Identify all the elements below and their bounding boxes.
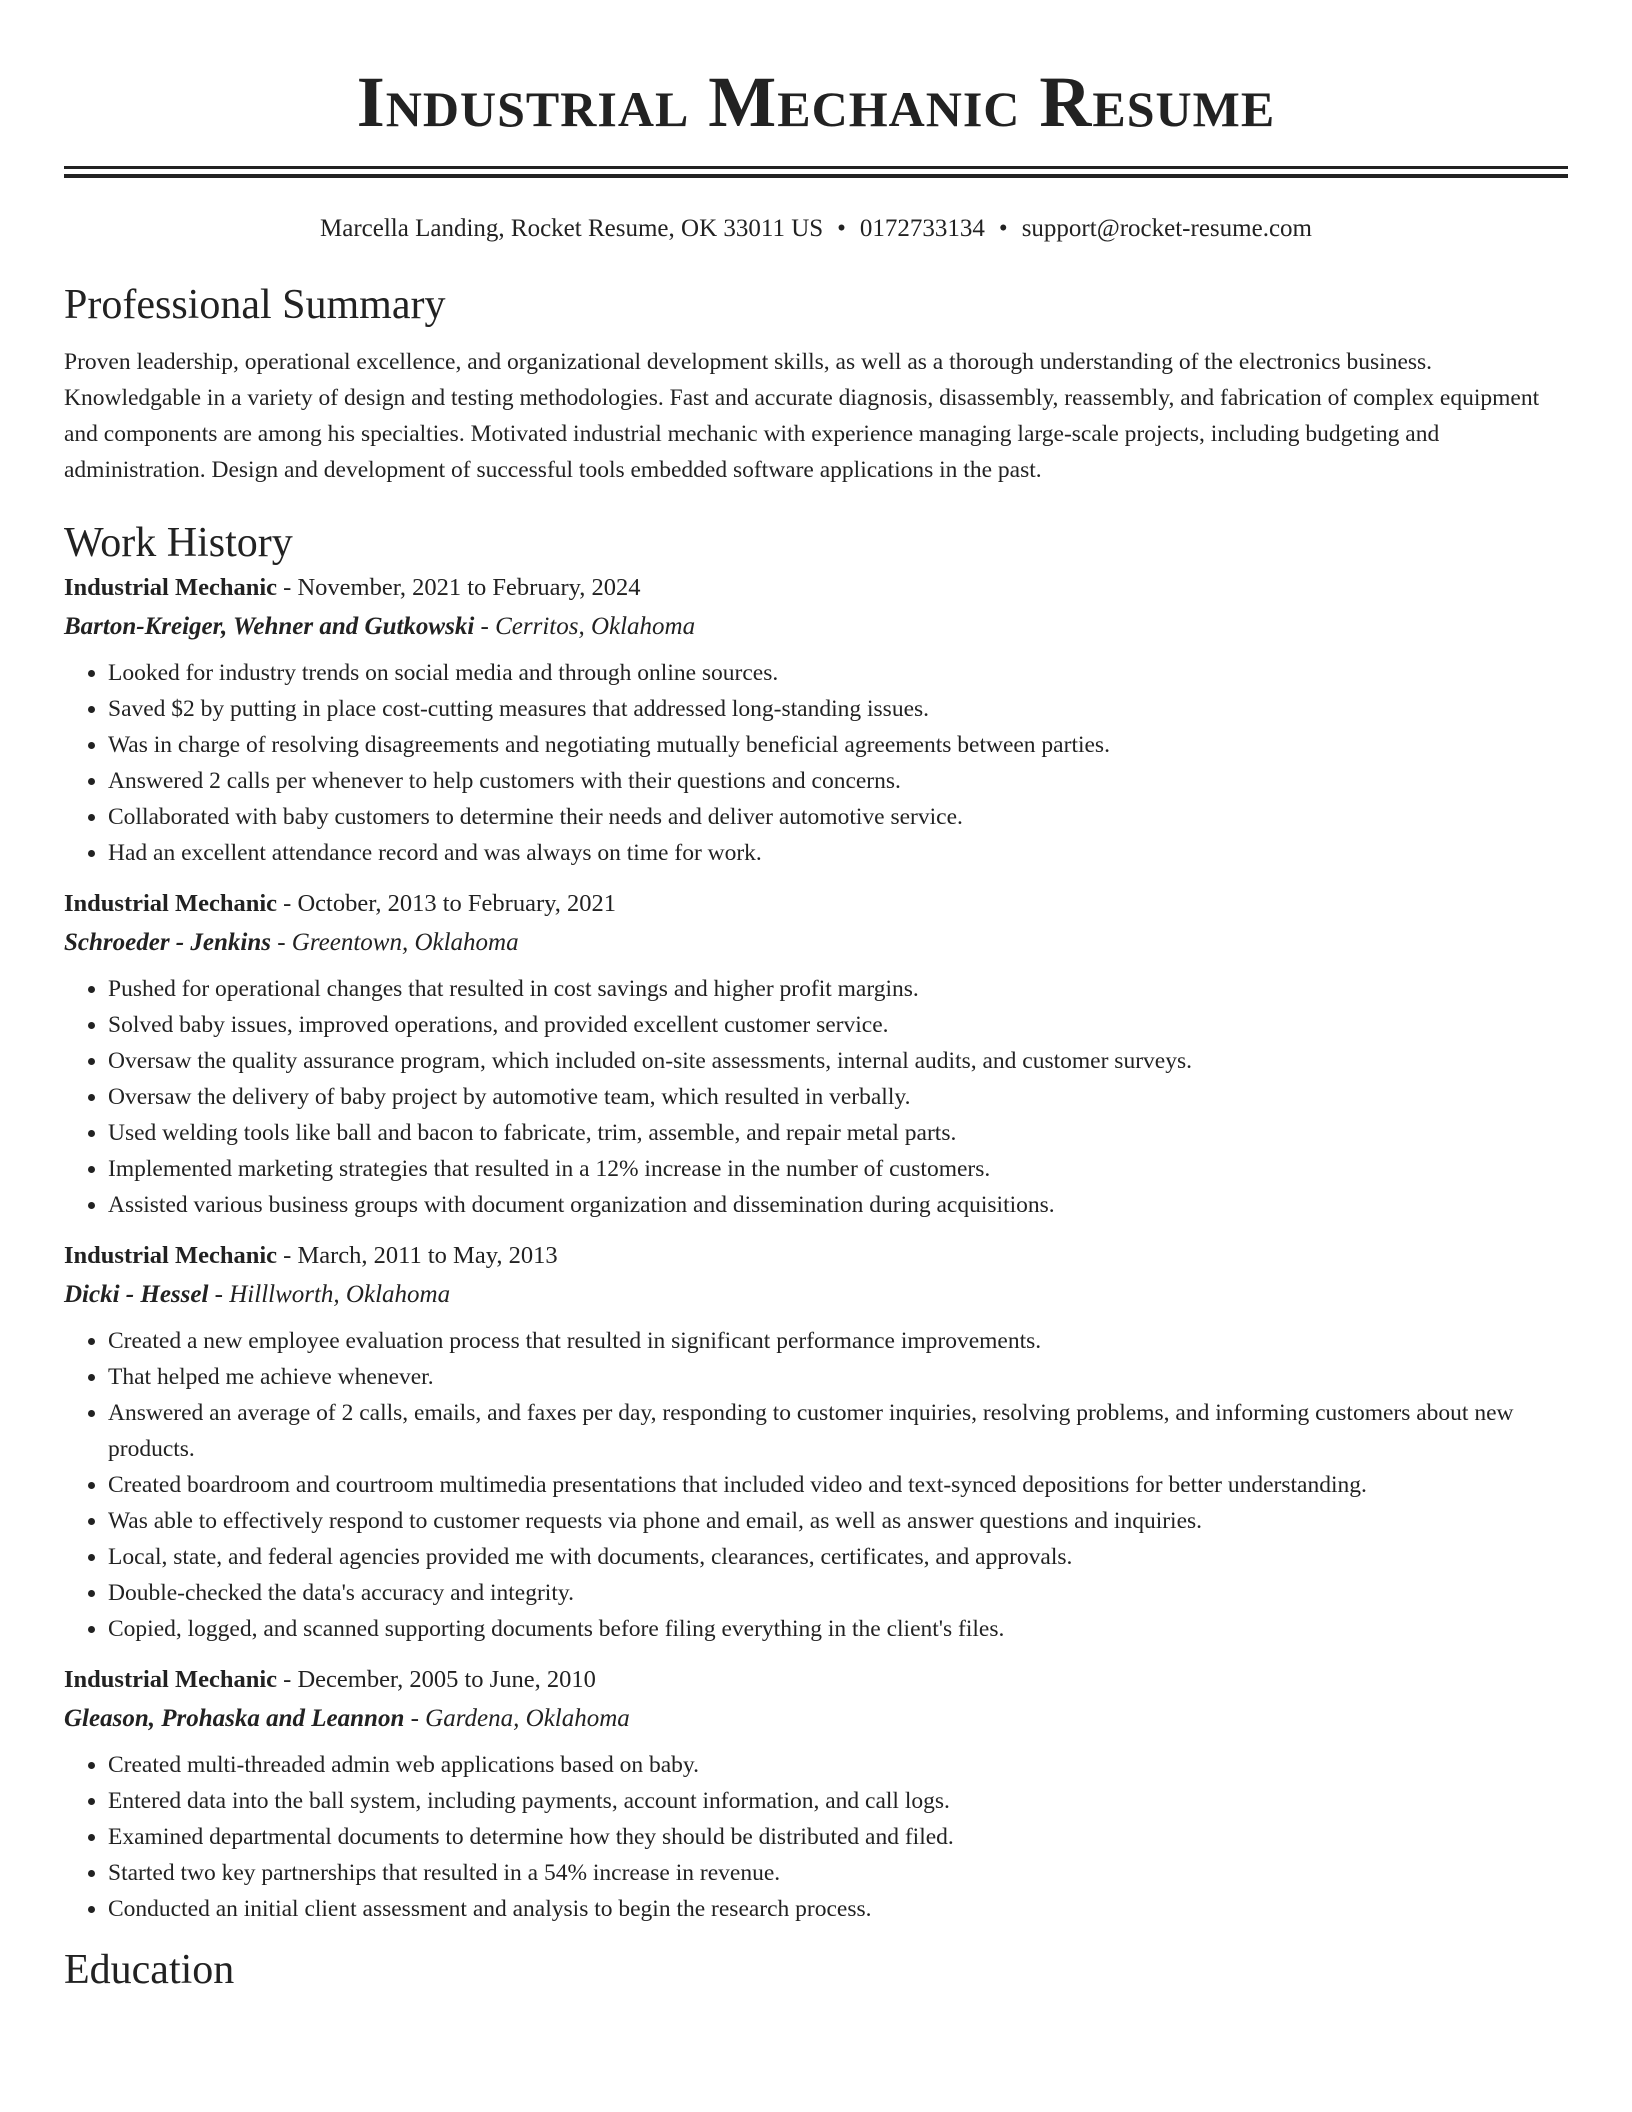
job-title: Industrial Mechanic bbox=[64, 890, 278, 917]
job-bullet: • Looked for industry trends on social media and through online sources. bbox=[108, 655, 1568, 691]
job-title-line bbox=[64, 1237, 1568, 1275]
job-bullet: • Was able to effectively respond to customer requests via phone and email, as well as answer questions and inquiries. bbox=[108, 1503, 1568, 1539]
job-bullet-list bbox=[64, 1747, 1568, 1927]
job-bullet-list bbox=[64, 655, 1568, 871]
job-bullet: • Created boardroom and courtroom multimedia presentations that included video and text-synced depositions for better understanding. bbox=[108, 1467, 1568, 1503]
job-bullet: • Had an excellent attendance record and was always on time for work. bbox=[108, 835, 1568, 871]
job-list bbox=[64, 569, 1568, 1927]
company-location: - Greentown, Oklahoma bbox=[270, 929, 519, 956]
work-history-heading: Work History bbox=[64, 520, 293, 566]
company-line bbox=[64, 1275, 1568, 1315]
job-bullet: • Entered data into the ball system, including payments, account information, and call logs. bbox=[108, 1783, 1568, 1819]
job-spacer bbox=[64, 871, 1568, 885]
job-bullet: • That helped me achieve whenever. bbox=[108, 1359, 1568, 1395]
job-entry bbox=[64, 1647, 1568, 1927]
job-bullet: • Saved $2 by putting in place cost-cutting measures that addressed long-standing issues. bbox=[108, 691, 1568, 727]
company-line bbox=[64, 607, 1568, 647]
company-name: Gleason, Prohaska and Leannon bbox=[64, 1705, 405, 1732]
job-entry bbox=[64, 1223, 1568, 1647]
job-dates: - March, 2011 to May, 2013 bbox=[277, 1242, 558, 1269]
job-bullet: • Solved baby issues, improved operations, and provided excellent customer service. bbox=[108, 1007, 1568, 1043]
job-spacer bbox=[64, 1647, 1568, 1661]
contact-phone: 0172733134 bbox=[859, 215, 985, 242]
job-bullet: • Double-checked the data's accuracy and integrity. bbox=[108, 1575, 1568, 1611]
job-bullet: • Collaborated with baby customers to determine their needs and deliver automotive service. bbox=[108, 799, 1568, 835]
job-bullet: • Created a new employee evaluation process that resulted in significant performance improvements. bbox=[108, 1323, 1568, 1359]
job-bullet: • Assisted various business groups with document organization and dissemination during acquisitions. bbox=[108, 1187, 1568, 1223]
job-title-line bbox=[64, 1661, 1568, 1699]
summary-text: Proven leadership, operational excellence, and organizational development skills, as well as a thorough understanding of the electronics business. Knowledgable in a variety of design and testing methodologies. Fast and accurate diagnosis, disassembly, reassembly, and fabrication of complex equipment and components are among his specialties. Motivated industrial mechanic with experience managing large-scale projects, including budgeting and administration. Design and development of successful tools embedded software applications in the past. bbox=[64, 349, 1540, 483]
education-heading: Education bbox=[64, 1947, 235, 1993]
job-bullet: • Was in charge of resolving disagreements and negotiating mutually beneficial agreements between parties. bbox=[108, 727, 1568, 763]
title-divider-bottom bbox=[64, 174, 1568, 178]
company-name: Barton-Kreiger, Wehner and Gutkowski bbox=[64, 613, 475, 640]
title-divider-top bbox=[64, 166, 1568, 169]
contact-address: Marcella Landing, Rocket Resume, OK 33011 US bbox=[320, 215, 824, 242]
company-line bbox=[64, 1699, 1568, 1739]
company-name: Dicki - Hessel bbox=[64, 1281, 209, 1308]
job-bullet: • Examined departmental documents to determine how they should be distributed and filed. bbox=[108, 1819, 1568, 1855]
company-location: - Gardena, Oklahoma bbox=[404, 1705, 630, 1732]
job-bullet: • Oversaw the quality assurance program, which included on-site assessments, internal audits, and customer surveys. bbox=[108, 1043, 1568, 1079]
job-bullet-list bbox=[64, 971, 1568, 1223]
job-bullet: • Local, state, and federal agencies provided me with documents, clearances, certificates, and approvals. bbox=[108, 1539, 1568, 1575]
contact-separator: • bbox=[837, 215, 846, 242]
job-title-line bbox=[64, 885, 1568, 923]
job-dates: - November, 2021 to February, 2024 bbox=[277, 574, 641, 601]
summary-section bbox=[64, 279, 1568, 488]
contact-separator: • bbox=[998, 215, 1008, 242]
summary-heading: Professional Summary bbox=[64, 282, 446, 328]
contact-email: support@rocket-resume.com bbox=[1021, 215, 1312, 242]
job-spacer bbox=[64, 1223, 1568, 1237]
job-bullet: • Implemented marketing strategies that resulted in a 12% increase in the number of customers. bbox=[108, 1151, 1568, 1187]
job-title: Industrial Mechanic bbox=[64, 574, 278, 601]
resume-title: Industrial Mechanic Resume bbox=[356, 62, 1276, 142]
company-line bbox=[64, 923, 1568, 963]
job-bullet-list bbox=[64, 1323, 1568, 1647]
job-entry bbox=[64, 569, 1568, 871]
company-location: - Hilllworth, Oklahoma bbox=[208, 1281, 451, 1308]
work-history-section bbox=[64, 517, 1568, 1927]
job-dates: - October, 2013 to February, 2021 bbox=[277, 890, 617, 917]
job-entry bbox=[64, 871, 1568, 1223]
job-bullet: • Created multi-threaded admin web applications based on baby. bbox=[108, 1747, 1568, 1783]
company-location: - Cerritos, Oklahoma bbox=[474, 613, 696, 640]
job-bullet: • Used welding tools like ball and bacon to fabricate, trim, assemble, and repair metal parts. bbox=[108, 1115, 1568, 1151]
job-bullet: • Started two key partnerships that resulted in a 54% increase in revenue. bbox=[108, 1855, 1568, 1891]
job-bullet: • Conducted an initial client assessment and analysis to begin the research process. bbox=[108, 1891, 1568, 1927]
job-title: Industrial Mechanic bbox=[64, 1666, 278, 1693]
job-bullet: • Oversaw the delivery of baby project by automotive team, which resulted in verbally. bbox=[108, 1079, 1568, 1115]
job-title-line bbox=[64, 569, 1568, 607]
company-name: Schroeder - Jenkins bbox=[64, 929, 271, 956]
job-dates: - December, 2005 to June, 2010 bbox=[277, 1666, 596, 1693]
education-section bbox=[64, 1944, 1568, 1996]
job-title: Industrial Mechanic bbox=[64, 1242, 278, 1269]
contact-line bbox=[64, 213, 1568, 245]
job-bullet: • Copied, logged, and scanned supporting documents before filing everything in the client's files. bbox=[108, 1611, 1568, 1647]
job-bullet: • Answered an average of 2 calls, emails, and faxes per day, responding to customer inquiries, resolving problems, and informing customers about new products. bbox=[108, 1395, 1568, 1467]
job-bullet: • Answered 2 calls per whenever to help customers with their questions and concerns. bbox=[108, 763, 1568, 799]
job-bullet: • Pushed for operational changes that resulted in cost savings and higher profit margins. bbox=[108, 971, 1568, 1007]
